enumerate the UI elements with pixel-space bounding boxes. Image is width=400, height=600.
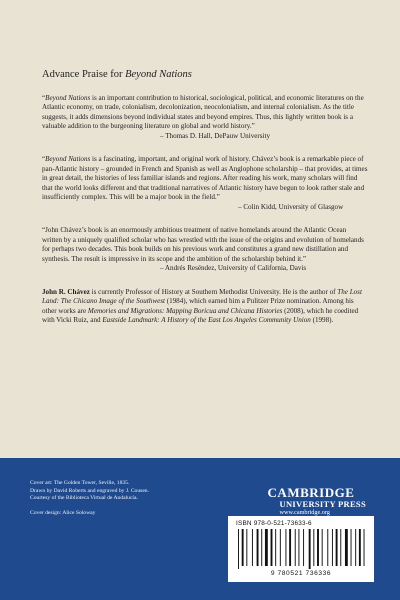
bio-text-1: is currently Professor of History at Southern Methodist University. He is the author of bbox=[89, 287, 338, 296]
author-name: John R. Chávez bbox=[42, 287, 90, 296]
bio-book-3: Eastside Landmark: A History of the East Los Angeles Community Union bbox=[102, 316, 311, 324]
quote-1-title: Beyond Nations bbox=[45, 93, 91, 102]
quote-1-body: is an important contribution to historical, sociological, political, and economic literatures on the Atlantic economy, on trade, colonialism, decolonization, neocolonialism, and internal colonialism. As the title suggests, it adds dimensions beyond individual states and beyond empires. Thus, this lightly written book is a valuable addition to the burgeoning literature on global and world history.” bbox=[42, 93, 364, 130]
publisher-press: UNIVERSITY PRESS bbox=[279, 499, 366, 509]
credit-line-1: Cover art: The Golden Tower, Seville, 1835. bbox=[30, 480, 130, 486]
barcode-icon bbox=[236, 529, 366, 569]
barcode-digits: 9 780521 736336 bbox=[270, 570, 332, 577]
quote-1-attribution: – Thomas D. Hall, DePauw University bbox=[160, 131, 271, 140]
quote-1 bbox=[42, 94, 368, 142]
credit-line-4: Cover design: Alice Soloway bbox=[30, 509, 96, 516]
quote-2-body: is a fascinating, important, and original work of history. Chávez’s book is a remarkable piece of pan-Atlantic history – grounded in French and Spanish as well as Anglophone scholarship – that provides, at times in great detail, the histories of less familiar islands and regions. After reading his work, many scholars will find that the world looks different and that traditional narratives of Atlantic history have begun to look rather stale and insufficiently complex. This will be a major book in the field.” bbox=[42, 155, 368, 201]
quote-2-title: Beyond Nations bbox=[45, 155, 91, 163]
publisher-logo bbox=[268, 486, 366, 517]
bio-text-4: (1998). bbox=[310, 316, 334, 324]
praise-heading-title: Beyond Nations bbox=[125, 69, 192, 80]
quote-3-attribution: – Andrés Reséndez, University of California, Davis bbox=[160, 264, 307, 272]
cover-credits bbox=[30, 480, 240, 517]
publisher-band bbox=[0, 458, 400, 600]
publisher-name: CAMBRIDGE bbox=[267, 485, 355, 500]
bio-text-2: (1984), which earned him a Pulitzer Prize nomination. Among his other works are bbox=[42, 297, 354, 315]
bio-text-3: (2008), which he coedited with Vicki Ruiz, and bbox=[42, 306, 359, 324]
quote-2 bbox=[42, 155, 368, 212]
quote-2-text: “Beyond Nations is a fascinating, important, and original work of history. Chávez’s book is a remarkable piece of pan-Atlantic history – grounded in French and Spanish as well as Anglophone scholarship – that provides, at times in great detail, the histories of less familiar islands and regions. After reading his work, many scholars will find that the world looks different and that traditional narratives of Atlantic history have begun to look rather stale and insufficiently complex. This will be a major book in the field.” bbox=[42, 155, 368, 201]
praise-heading bbox=[42, 70, 368, 80]
bio-book-1: The Lost Land: The Chicano Image of the Southwest bbox=[42, 287, 362, 305]
isbn-barcode-box bbox=[228, 516, 374, 582]
publisher-url: www.cambridge.org bbox=[279, 509, 330, 516]
isbn-label: ISBN 978-0-521-73633-6 bbox=[236, 520, 312, 527]
quote-3 bbox=[42, 226, 368, 274]
author-bio bbox=[42, 288, 368, 326]
praise-heading-prefix: Advance Praise for bbox=[42, 69, 126, 80]
credit-line-2: Drawn by David Roberts and engraved by J. Cousen. bbox=[30, 487, 149, 494]
quote-1-text: “Beyond Nations is an important contribution to historical, sociological, political, and economic literatures on the Atlantic economy, on trade, colonialism, decolonization, neocolonialism, and internal colonialism. As the title suggests, it adds dimensions beyond individual states and beyond empires. Thus, this lightly written book is a valuable addition to the burgeoning literature on global and world history.” bbox=[42, 93, 364, 130]
praise-section bbox=[36, 70, 368, 326]
quote-3-text: “John Chávez’s book is an enormously ambitious treatment of native homelands around the Atlantic Ocean written by a uniquely qualified scholar who has wrestled with the issue of the origins and evolution of homelands for perhaps two decades. This book builds on his previous work and constitutes a grand new distillation and synthesis. The result is impressive in its scope and the ambition of the scholarship behind it.” bbox=[42, 226, 364, 263]
credit-line-3: Courtesy of the Biblioteca Virtual de Andalucía. bbox=[30, 495, 138, 502]
quote-2-attribution: – Colin Kidd, University of Glasgow bbox=[238, 202, 344, 211]
bio-book-2: Memories and Migrations: Mapping Boricua and Chicana Histories bbox=[87, 306, 283, 315]
